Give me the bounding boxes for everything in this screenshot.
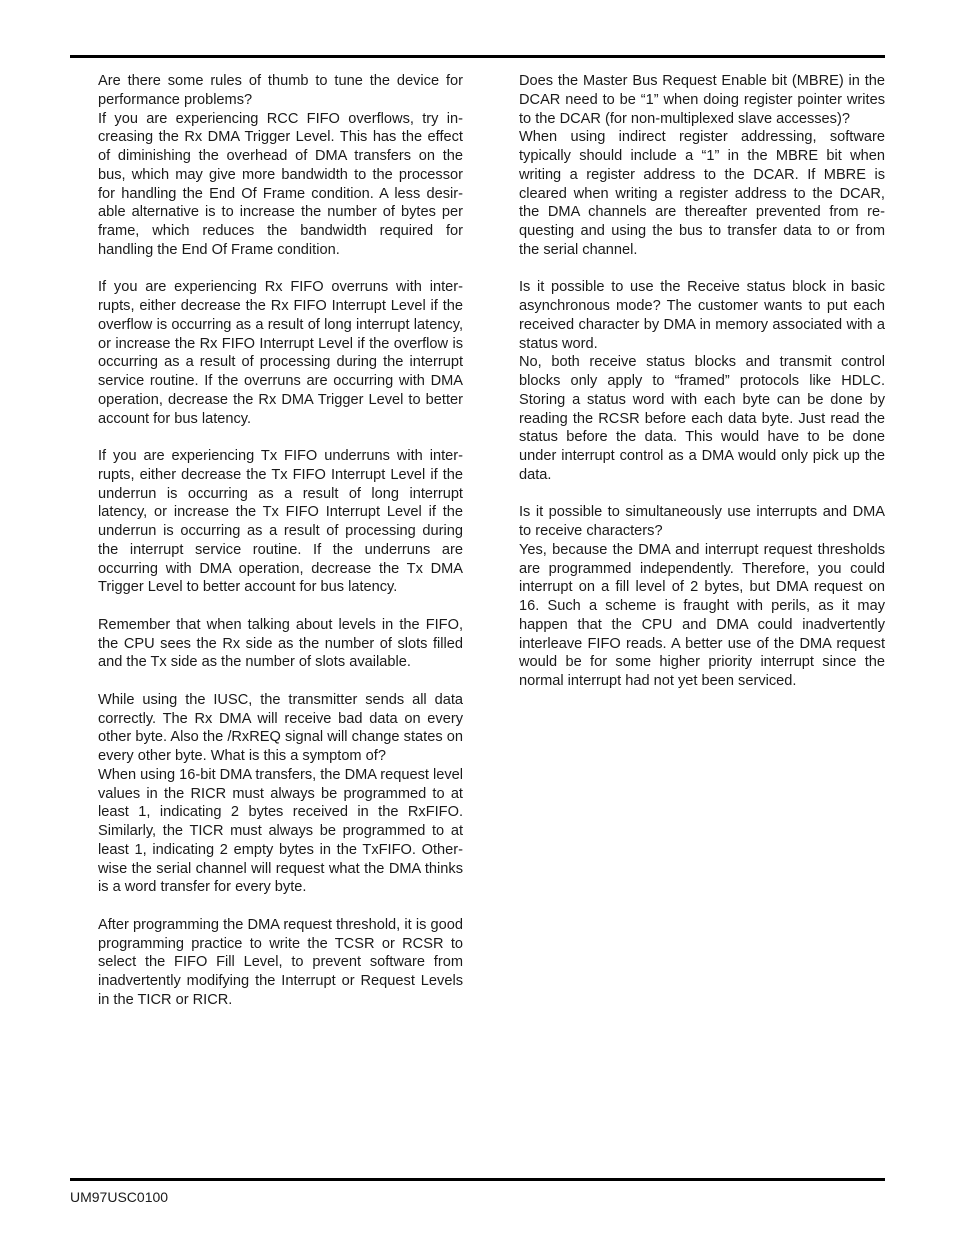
paragraph-fifo-levels <box>98 616 463 672</box>
faq-answer: When using indirect register addressing, software typically should include a “1” in the MBRE bit when writing a register address to the DCAR. If MBRE is cleared when writing a register address to the DCAR, the DMA channels are thereafter prevented from requesting and using the bus to transfer data to or from the serial channel. <box>519 129 885 258</box>
faq-entry-tuning <box>98 72 463 260</box>
paragraph-text: If you are experiencing Rx FIFO overruns with interrupts, either decrease the Rx FIFO Interrupt Level if the overflow is occurring as a result of long interrupt latency, or increase the Rx FIFO Interrupt Level if the overflow is occurring as a result of processing during the interrupt service routine. If the overruns are occurring with DMA operation, decrease the Rx DMA Trigger Level to better account for bus latency. <box>98 279 463 427</box>
faq-entry-iusc-bad-data <box>98 691 463 897</box>
right-column <box>519 72 885 710</box>
faq-entry-mbre <box>519 72 885 260</box>
faq-answer: No, both receive status blocks and transmit control blocks only apply to “framed” protocols like HDLC. Storing a status word with each byte can be done by reading the RCSR before each data byte. Just read the status before the data. This would have to be done under interrupt control as a DMA would only pick up the data. <box>519 354 885 483</box>
paragraph-rx-fifo-overruns <box>98 278 463 428</box>
paragraph-text: If you are experiencing Tx FIFO underruns with interrupts, either decrease the Tx FIFO Interrupt Level if the underrun is occurring as a result of long interrupt latency, or increase the Tx FIFO Interrupt Level if the underrun is occurring as a result of processing during the interrupt service routine. If the underruns are occurring with DMA operation, decrease the Tx DMA Trigger Level to better account for bus latency. <box>98 448 463 596</box>
faq-entry-interrupts-and-dma <box>519 503 885 691</box>
faq-question: Is it possible to simultaneously use interrupts and DMA to receive characters? <box>519 504 885 539</box>
faq-question: Does the Master Bus Request Enable bit (MBRE) in the DCAR need to be “1” when doing register pointer writes to the DCAR (for non-multiplexed slave accesses)? <box>519 73 885 127</box>
faq-question: While using the IUSC, the transmitter sends all data correctly. The Rx DMA will receive bad data on every other byte. Also the /RxREQ signal will change states on every other byte. What is this a symptom of? <box>98 691 463 764</box>
paragraph-text: Remember that when talking about levels in the FIFO, the CPU sees the Rx side as the number of slots filled and the Tx side as the number of slots available. <box>98 616 463 671</box>
faq-question: Is it possible to use the Receive status block in basic asynchronous mode? The customer wants to put each received character by DMA in memory associated with a status word. <box>519 279 885 352</box>
faq-answer: Yes, because the DMA and interrupt request thresholds are programmed independently. Therefore, you could interrupt on a fill level of 2 bytes, but DMA request on 16. Such a scheme is fraught with perils, as it may happen that the CPU and DMA could inadvertently interleave FIFO reads. A better use of the DMA request would be for some higher priority interrupt since the normal interrupt had not yet been serviced. <box>519 541 885 689</box>
paragraph-tx-fifo-underruns <box>98 447 463 597</box>
left-column <box>98 72 463 1028</box>
faq-answer: When using 16-bit DMA transfers, the DMA request level values in the RICR must always be programmed to at least 1, indicating 2 bytes received in the RxFIFO. Similarly, the TICR must always be programmed to at least 1, indicating 2 empty bytes in the TxFIFO. Otherwise the serial channel will request what the DMA thinks is a word transfer for every byte. <box>98 766 464 896</box>
faq-answer: If you are experiencing RCC FIFO overflows, try increasing the Rx DMA Trigger Level. This has the effect of diminishing the overhead of DMA transfers on the bus, which may give more bandwidth to the processor for handling the End Of Frame condition. A less desirable alternative is to increase the number of bytes per frame, which reduces the bandwidth required for handling the End Of Frame condition. <box>98 110 463 258</box>
faq-entry-receive-status-block <box>519 278 885 484</box>
footer-rule <box>70 1178 885 1181</box>
document-code: UM97USC0100 <box>70 1189 169 1205</box>
faq-question: Are there some rules of thumb to tune the device for performance problems? <box>98 73 463 108</box>
paragraph-dma-threshold <box>98 916 463 1010</box>
header-rule <box>70 55 885 58</box>
paragraph-text: After programming the DMA request threshold, it is good programming practice to write the TCSR or RCSR to select the FIFO Fill Level, to prevent software from inadvertently modifying the Interrupt or Request Levels in the TICR or RICR. <box>98 916 463 1008</box>
